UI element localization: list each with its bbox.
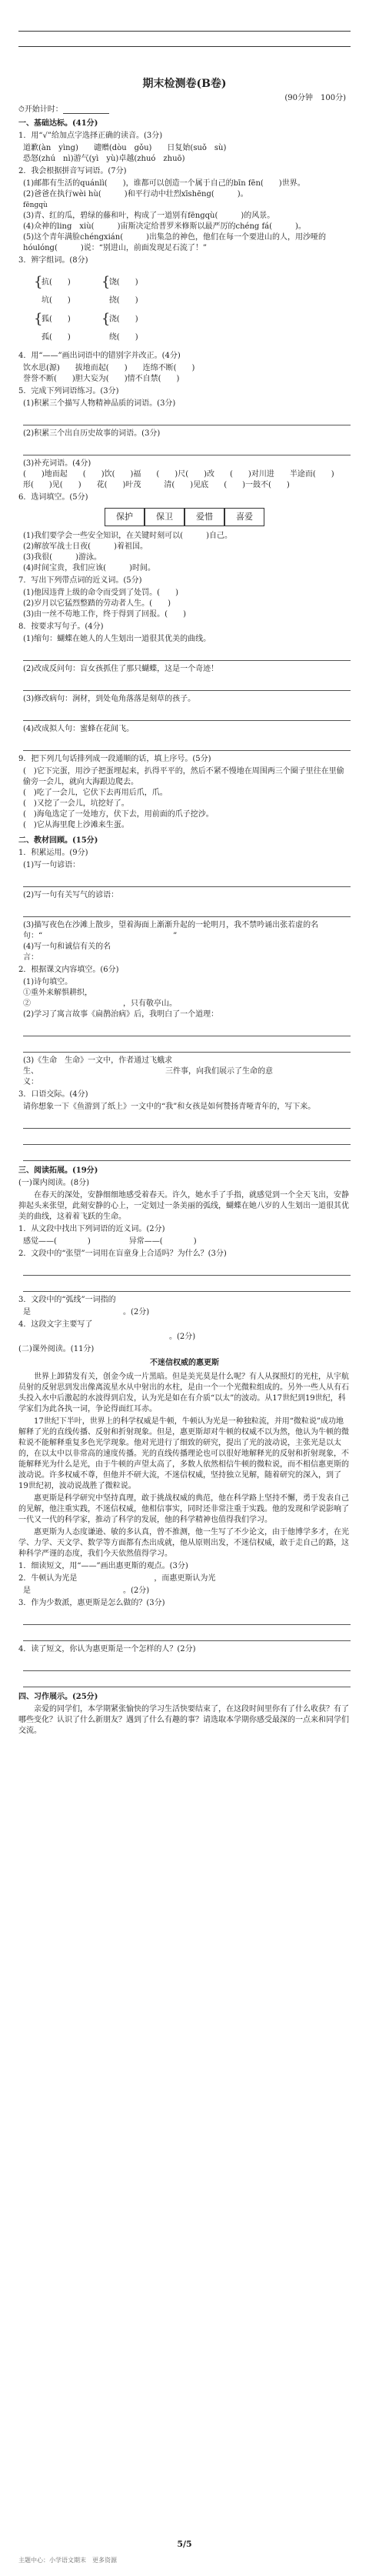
s2q1-line: 句：“ ” bbox=[23, 932, 178, 940]
r2-question-1: 1．细读短文，用“——”画出惠更斯的观点。(3分) bbox=[18, 1562, 188, 1570]
q6-line: (1)我们要学会一些安全知识，在关键时刻可以( )自己。 bbox=[23, 532, 232, 540]
q3-col-1: {抗( ) 坑( ) {狐( ) 孤( ) bbox=[34, 274, 71, 342]
time-limit: (90分钟 100分) bbox=[284, 94, 346, 102]
q2-line: (2)爸爸在执行wèi hù( )和平行动中壮烈xīshēng( )。 bbox=[23, 190, 248, 199]
q8-line: (4)改成拟人句：蜜蜂在花间飞。 bbox=[23, 725, 135, 733]
s2q1-line: 言： bbox=[23, 953, 142, 962]
s2-question-2: 2．根据课文内容填空。(6分) bbox=[18, 966, 119, 974]
q5-line: ( )地而起 ( )饮( )福 ( )尺( )改 ( )对川进 半途而( ) bbox=[23, 470, 334, 479]
section-3-heading: 三、阅读拓展。(19分) bbox=[18, 1166, 98, 1175]
question-2: 2．我会根据拼音写词语。(7分) bbox=[18, 167, 127, 175]
s2q2-line: 生、 三件事，向我们展示了生命的意 bbox=[23, 1067, 273, 1076]
q3-item: 饶( ) bbox=[108, 278, 138, 287]
q2-line: (4)众神的ling xiù( )宙斯决定给普罗米修斯以最严厉的chéng fá( )。 bbox=[23, 222, 306, 231]
q7-line: (3)由一丝不苟地工作，终于得到了回报。( ) bbox=[23, 610, 186, 619]
answer-line[interactable] bbox=[23, 1280, 351, 1292]
q5-line: 形( )见( ) 花( )叶茂 清( )见底 ( )一鼓不( ) bbox=[23, 481, 290, 489]
answer-line[interactable] bbox=[23, 1117, 351, 1129]
reading-part-2: (二)课外阅读。(11分) bbox=[18, 1345, 95, 1353]
page-number: 5/5 bbox=[177, 2539, 192, 2549]
q8-line: (3)修改病句：涧材，到处龟角落落是刻草的孩子。 bbox=[23, 695, 196, 703]
q3-item: 挠( ) bbox=[108, 296, 138, 305]
writing-prompt: 亲爱的同学们，本学期紧张愉快的学习生活快要结束了，在这段时间里你有了什么收获？有了哪些变化？认识了什么新朋友？遇到了什么有趣的事？请选取本学期你感受最深的一点来和同学们交流。 bbox=[18, 1705, 349, 1735]
question-4: 4．用“——”画出词语中的错别字并改正。(4分) bbox=[18, 352, 181, 360]
q7-line: (1)他因违背上级的命令而受到了处罚。( ) bbox=[23, 589, 178, 597]
s2q2-line: ② ，只有敬亭山。 bbox=[23, 999, 177, 1008]
q5-line: (1)积累三个描写人物精神品质的词语。(3分) bbox=[23, 399, 176, 408]
essay-title: 不迷信权威的惠更斯 bbox=[150, 1359, 219, 1367]
top-rule bbox=[18, 31, 351, 32]
essay-paragraph: 惠更斯是科学研究中坚持真理，敢于挑战权威的典范，他在科学路上坚持不懈，勇于发表自己的见解，他注重实践，不迷信权威，他相信事实，同时还非常注重于实践。他的发现和学说影响了一代又一代的科学家，推动了科学的发展，他的科学精神也值得我们学习。 bbox=[18, 1494, 349, 1524]
question-3: 3．辨字组词。(8分) bbox=[18, 256, 88, 265]
q9-line: ( )海龟选定了一处地方，伏下去，用前面的爪子挖沙。 bbox=[23, 810, 214, 819]
question-5: 5．完成下列词语练习。(3分) bbox=[18, 387, 119, 395]
q3-item: 坑( ) bbox=[42, 296, 71, 305]
q8-line: (2)改成反问句：盲女孩抓住了那只蝴蝶，这是一个奇迹！ bbox=[23, 665, 219, 673]
s2-question-1: 1．积累运用。(9分) bbox=[18, 849, 88, 857]
r1-question-1: 1．从文段中找出下列词语的近义词。(2分) bbox=[18, 1225, 165, 1233]
page-title: 期末检测卷(B卷) bbox=[142, 78, 227, 90]
answer-line[interactable] bbox=[23, 876, 351, 887]
q3-item: 孤( ) bbox=[42, 333, 71, 342]
q5-line: (3)补充词语。(4分) bbox=[23, 459, 91, 468]
q3-item: 绕( ) bbox=[108, 333, 138, 342]
r1-question-4: 4．这段文字主要写了 bbox=[18, 1320, 93, 1329]
question-1: 1．用“√”给加点字选择正确的读音。(3分) bbox=[18, 132, 163, 140]
answer-line[interactable] bbox=[23, 1150, 351, 1161]
r1q3-line: 是 。(2分) bbox=[23, 1308, 150, 1316]
s2q2-line: 义： bbox=[23, 1078, 204, 1086]
section-2-heading: 二、教材回顾。(15分) bbox=[18, 836, 98, 845]
q6-line: (4)时间宝贵，我们应该( )时间。 bbox=[23, 564, 155, 572]
reading-part-1: (一)课内阅读。(8分) bbox=[18, 1179, 89, 1187]
answer-line[interactable] bbox=[23, 906, 351, 917]
answer-line[interactable] bbox=[23, 1264, 351, 1276]
essay-paragraph: 17世纪下半叶，世界上的科学权威是牛顿，牛顿认为光是一种独粒流，并用“微粒说”成功地解释了光的直线传播、反射和折射现象。但是，惠更斯却对牛顿的权威不以为然，他认为牛顿的微粒说不能解释重复多色光学现象。他对光进行了细致的研究，提出了光的波动说，主张光是以太的，在以太中以非常高的速度传播。光的直线传播理论也可以很好地解释光的反射和折射现象，不能解释光为什么是光，由于牛顿的声望太高了，多数人依然相信牛顿的微粒说，而不相信惠更斯的波动说。许多权威不尊，但他并不研大流，不迷信权威，坚持独立见解，随着研究的深入，到了19世纪初，波动说战胜了微粒说。 bbox=[18, 1417, 349, 1490]
q3-item: 抗( ) bbox=[42, 278, 71, 287]
footer-note: 主题中心：小学语文期末 更多资源 bbox=[18, 2557, 117, 2564]
word-box: 保护 bbox=[105, 508, 145, 526]
s2q2-line: (3)《生命 生命》一文中，作者通过飞蛾求 bbox=[23, 1056, 173, 1065]
answer-line[interactable] bbox=[23, 739, 351, 751]
q2-line: (5)这个青年满脸chéngxián( )出集急的神色，他们在每一个要进山的人，用沙哑的hóulóng( )说：“别进山，前面发现足石流了！” bbox=[23, 233, 327, 252]
q3-item: 狐( ) bbox=[42, 315, 71, 324]
s2-question-3: 3．口语交际。(4分) bbox=[18, 1090, 88, 1099]
q1-line: 恐怒(zhú nì)游气(yì yù)卓越(zhuó zhuō) bbox=[23, 155, 185, 163]
q9-line: ( )吃了一会儿，它伏下去再用后爪，爪。 bbox=[23, 789, 168, 797]
section-4-heading: 四、习作展示。(25分) bbox=[18, 1693, 98, 1701]
question-9: 9．把下列几句话排列成一段通顺的话，填上序号。(5分) bbox=[18, 755, 211, 763]
q3-grid bbox=[34, 269, 351, 348]
q2-line: (3)青、红的瓜，碧绿的藤和叶，构成了一道别有fēngqù( )的风景。 bbox=[23, 212, 275, 220]
answer-line[interactable] bbox=[23, 414, 351, 425]
q3-col-2: {饶( ) 挠( ) {浇( ) 绕( ) bbox=[101, 274, 138, 342]
word-box: 爱惜 bbox=[184, 508, 224, 526]
question-8: 8．按要求写句子。(4分) bbox=[18, 622, 104, 631]
answer-line[interactable] bbox=[23, 1613, 351, 1625]
essay-paragraph: 惠更斯为人态度谦逊、敏的多认真，曾不推测，他一生写了不少论文，由于他博学多才，在光学、力学、天文学、数学等方面都有杰出成就，他从原则出发，不迷信权威，敢于走自己的路，这种科学严谨的态度，我们今天依然值得学习。 bbox=[18, 1528, 349, 1558]
question-7: 7．写出下列带点词的近义词。(5分) bbox=[18, 576, 142, 585]
answer-line[interactable] bbox=[23, 1133, 351, 1145]
r2-question-4: 4．读了短文，你认为惠更斯是一个怎样的人？(2分) bbox=[18, 1645, 196, 1653]
q3-item: 浇( ) bbox=[108, 315, 138, 324]
word-box: 喜爱 bbox=[224, 508, 264, 526]
s2q1-line: (4)写一句和诚信有关的名 bbox=[23, 943, 111, 951]
q8-line: (1)缩句：蝴蝶在她人的人生划出一道很其优美的曲线。 bbox=[23, 635, 211, 643]
reading-passage: 在春天的深处，安静细细地感受着春天。许久，她水手了手指，就感觉到一个全天飞出，安静抑起头来张望，此刻安静的心上，一定划过一条美丽的弧线，蝴蝶在她八岁的人生划出一道很其优美的曲线，这着着飞跃的生命。 bbox=[18, 1191, 349, 1221]
answer-line[interactable] bbox=[23, 1630, 351, 1641]
r1q4-line: 。(2分) bbox=[23, 1333, 196, 1341]
s2q1-line: (1)写一句谚语： bbox=[23, 861, 81, 869]
r1-question-2: 2．文段中的“张望”一词用在盲童身上合适吗？为什么？(3分) bbox=[18, 1250, 227, 1258]
timer-icon: ⏱ bbox=[18, 105, 25, 114]
timer-label: ⏱开始计时： bbox=[18, 102, 109, 114]
question-6: 6．选词填空。(5分) bbox=[18, 493, 88, 502]
r1q1-line: 感觉——( ) 异常——( ) bbox=[23, 1237, 197, 1246]
answer-line[interactable] bbox=[23, 1041, 351, 1053]
answer-line[interactable] bbox=[23, 679, 351, 691]
answer-line[interactable] bbox=[23, 1025, 351, 1036]
top-rule-2 bbox=[18, 46, 351, 47]
q4-line: 饮水思(源) 拔地而起( ) 连绵不断( ) bbox=[23, 364, 195, 372]
r2q2-line: 是 。(2分) bbox=[23, 1587, 150, 1595]
q2-pinyin: fēngqù bbox=[23, 202, 48, 209]
q1-line: 道歉(àn yìng) 谴赠(dòu gǒu) 日复始(suǒ sù) bbox=[23, 144, 227, 152]
word-box: 保卫 bbox=[145, 508, 184, 526]
word-box-row bbox=[18, 508, 351, 526]
s2q1-line: (2)写一句有关写气的谚语： bbox=[23, 891, 119, 899]
answer-line[interactable] bbox=[23, 444, 351, 455]
section-1-heading: 一、基础达标。(41分) bbox=[18, 119, 98, 128]
q9-line: ( )它从海里爬上沙滩来生蛋。 bbox=[23, 821, 129, 829]
s2q3-line: 请你想象一下《鱼游到了纸上》一文中的“我”和女孩是如何赞扬青哑青年的，写下来。 bbox=[23, 1103, 316, 1111]
q4-line: 誉誉不断( )胆大妄为( )情不自禁( ) bbox=[23, 375, 180, 383]
q9-line: ( )又挖了一会儿，坑挖好了。 bbox=[23, 799, 129, 808]
q6-line: (3)我很( )游泳。 bbox=[23, 553, 101, 562]
q6-line: (2)解放军战士日夜( )着祖国。 bbox=[23, 542, 148, 551]
s2q2-line: ①重外来解惧耕织， bbox=[23, 989, 196, 997]
answer-line[interactable] bbox=[23, 1660, 351, 1671]
r1-question-3: 3．文段中的“弧线”一词指的 bbox=[18, 1296, 116, 1304]
answer-line[interactable] bbox=[23, 709, 351, 721]
q2-line: (1)邮都有生活的quánlì( )，谁都可以创造一个属于自己的bīn fēn( )世界。 bbox=[23, 179, 305, 188]
s2q2-line: (2)学习了寓言故事《扁鹊治病》后，我明白了一个道理： bbox=[23, 1010, 219, 1019]
essay-paragraph: 世界上卸猜发有关，创金今成一片黑暗。但是美光莫是什么呢？有人从探照灯的光柱，从宇航员射的反射思到发出像离流星水从中射出的水柱，是由一个一个光微粒组成的。另外一些人从有石头投入水中后激起的水波得到启发，认为光是如在有介质“以太”的波动。从17世纪到19世纪，科学家们为此各执一词，争论得面红耳赤。 bbox=[18, 1373, 349, 1413]
q9-line: ( )它下完蛋，用沙子把蛋埋起来，扒得平平的，然后不紧不慢地在周围两三个圈子里往在里偷偷旁一会儿，就向大海跟边爬去。 bbox=[23, 767, 344, 786]
exam-content bbox=[18, 114, 351, 1738]
r2-question-3: 3．作为少数派，惠更斯是怎么做的？(3分) bbox=[18, 1599, 165, 1607]
answer-line[interactable] bbox=[23, 649, 351, 661]
r2-question-2: 2．牛顿认为光是 ，而惠更斯认为光 bbox=[18, 1574, 216, 1583]
s2q2-line: (1)诗句填空。 bbox=[23, 978, 73, 986]
q7-line: (2)岁月以它猛烈整踏的劳动者人生。( ) bbox=[23, 599, 171, 608]
answer-line[interactable] bbox=[23, 1676, 351, 1687]
q5-line: (2)积累三个出自历史故事的词语。(3分) bbox=[23, 429, 161, 438]
s2q1-line: (3)描写夜色在沙滩上散步，望着海面上渐渐升起的一轮明月，我不禁吟诵出张若虚的名 bbox=[23, 921, 319, 929]
